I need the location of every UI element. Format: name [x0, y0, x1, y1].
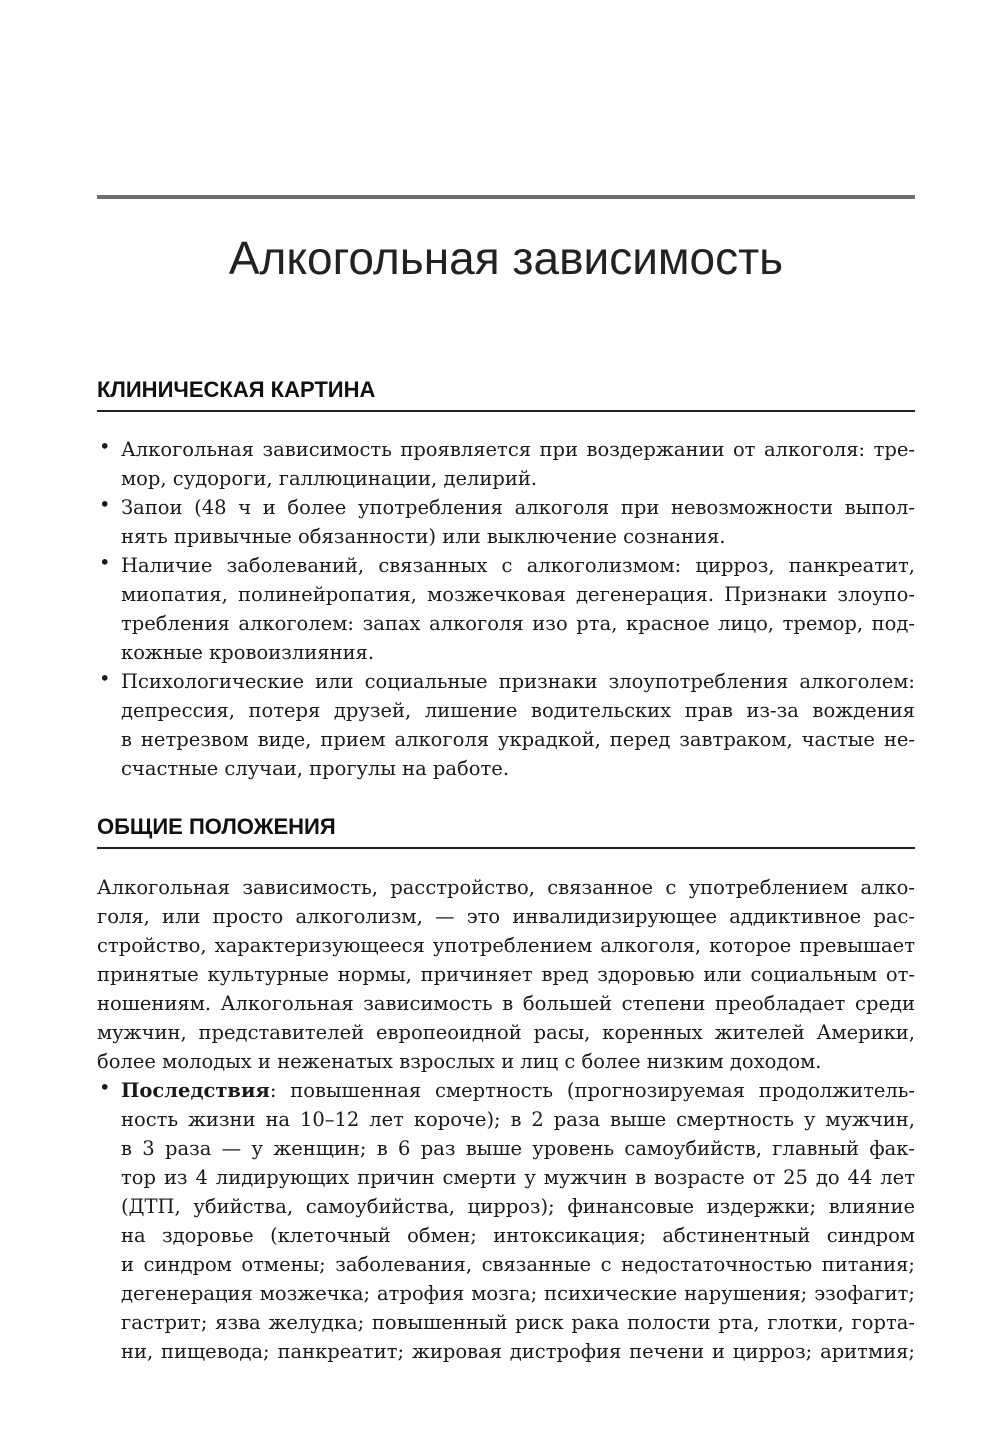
consequences-list — [97, 1076, 915, 1366]
bullet-icon: • — [99, 551, 111, 574]
text-line: ность жизни на 10–12 лет короче); в 2 раза выше смертность у мужчин, — [121, 1108, 915, 1131]
text-line: (ДТП, убийства, самоубийства, цирроз); финансовые издержки; влияние — [121, 1195, 915, 1218]
chapter-title: Алкогольная зависимость — [228, 232, 784, 284]
text-line: требления алкоголем: запах алкоголя изо рта, красное лицо, тремор, под- — [121, 612, 915, 635]
text-line: более молодых и неженатых взрослых и лиц с более низким доходом. — [97, 1050, 822, 1073]
text-line: Наличие заболеваний, связанных с алкоголизмом: цирроз, панкреатит, — [121, 554, 915, 577]
text-line: и синдром отмены; заболевания, связанные с недостаточностью питания; — [121, 1253, 915, 1276]
bullet-icon: • — [99, 1076, 111, 1099]
text-line: Психологические или социальные признаки злоупотребления алкоголем: — [121, 670, 915, 693]
text-line: гастрит; язва желудка; повышенный риск рака полости рта, глотки, горта- — [121, 1311, 915, 1334]
list-item — [97, 493, 915, 551]
general-paragraph — [97, 873, 915, 1076]
bullet-icon: • — [99, 493, 111, 516]
text-line: в 3 раза — у женщин; в 6 раз выше уровень самоубийств, главный фак- — [121, 1137, 915, 1160]
list-item — [97, 435, 915, 493]
consequences-first-line: : повышенная смертность (прогнозируемая продолжитель- — [269, 1079, 915, 1102]
text-line: Алкогольная зависимость проявляется при воздержании от алкоголя: тре- — [121, 438, 915, 461]
text-line: мужчин, представителей европеоидной расы, коренных жителей Америки, — [97, 1021, 915, 1044]
text-line: кожные кровоизлияния. — [121, 641, 375, 664]
text-line: Запои (48 ч и более употребления алкоголя при невозможности выпол- — [121, 496, 915, 519]
text-line: ни, пищевода; панкреатит; жировая дистрофия печени и цирроз; аритмия; — [121, 1340, 915, 1363]
text-line: нять привычные обязанности) или выключение сознания. — [121, 525, 726, 548]
clinical-bullet-list — [97, 435, 915, 783]
text-line: мор, судороги, галлюцинации, делирий. — [121, 467, 538, 490]
chapter-top-rule — [97, 195, 915, 199]
text-line: Алкогольная зависимость, расстройство, связанное с употреблением алко- — [97, 876, 915, 899]
consequences-label: Последствия — [121, 1079, 270, 1102]
section-heading-clinical: КЛИНИЧЕСКАЯ КАРТИНА — [97, 375, 915, 412]
bullet-icon: • — [99, 435, 111, 458]
section-heading-general: ОБЩИЕ ПОЛОЖЕНИЯ — [97, 812, 915, 849]
text-line: в нетрезвом виде, прием алкоголя украдкой, перед завтраком, частые не- — [121, 728, 915, 751]
bullet-icon: • — [99, 667, 111, 690]
list-item — [97, 551, 915, 667]
text-line: принятые культурные нормы, причиняет вред здоровью или социальным от- — [97, 963, 915, 986]
list-item — [97, 667, 915, 783]
text-line: на здоровье (клеточный обмен; интоксикация; абстинентный синдром — [121, 1224, 915, 1247]
list-item — [97, 1076, 915, 1366]
text-line: стройство, характеризующееся употреблением алкоголя, которое превышает — [97, 934, 915, 957]
text-line: тор из 4 лидирующих причин смерти у мужчин в возрасте от 25 до 44 лет — [121, 1166, 915, 1189]
text-line — [121, 1076, 915, 1105]
text-line: дегенерация мозжечка; атрофия мозга; психические нарушения; эзофагит; — [121, 1282, 915, 1305]
text-line: миопатия, полинейропатия, мозжечковая дегенерация. Признаки злоупо- — [121, 583, 915, 606]
text-line: счастные случаи, прогулы на работе. — [121, 757, 510, 780]
text-line: ношениям. Алкогольная зависимость в большей степени преобладает среди — [97, 992, 915, 1015]
text-line: депрессия, потеря друзей, лишение водительских прав из-за вождения — [121, 699, 915, 722]
text-line: голя, или просто алкоголизм, — это инвалидизирующее аддиктивное рас- — [97, 905, 915, 928]
